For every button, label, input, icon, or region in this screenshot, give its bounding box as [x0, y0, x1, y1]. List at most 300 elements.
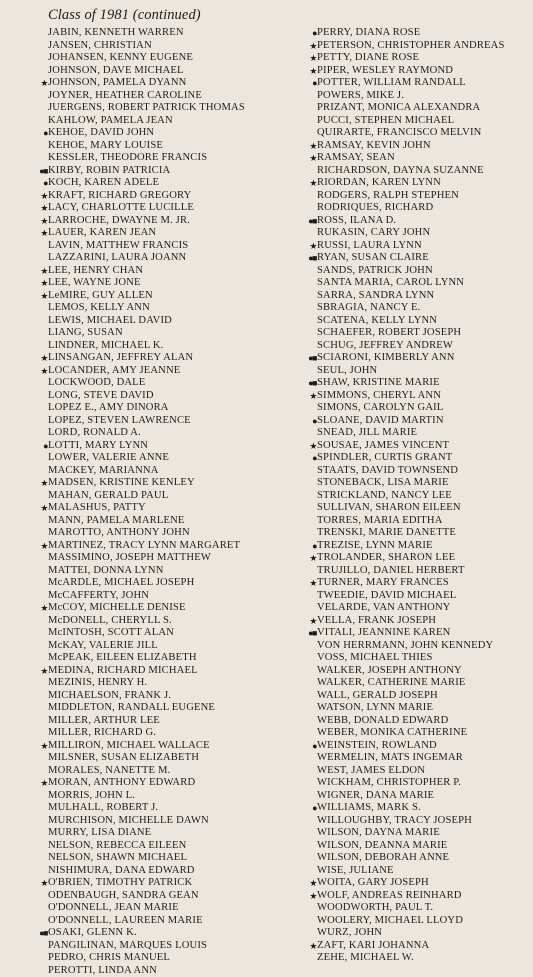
- student-entry: [300, 690, 533, 703]
- student-entry: [300, 27, 533, 40]
- student-name: WEBER, MONIKA CATHERINE: [317, 727, 467, 740]
- student-name: JUERGENS, ROBERT PATRICK THOMAS: [48, 102, 245, 115]
- student-name: JOYNER, HEATHER CAROLINE: [48, 90, 202, 103]
- student-name: PUCCI, STEPHEN MICHAEL: [317, 115, 454, 128]
- student-name: MATTEI, DONNA LYNN: [48, 565, 164, 578]
- honor-mark-icon: ●■: [300, 252, 317, 265]
- student-name: LACY, CHARLOTTE LUCILLE: [48, 202, 194, 215]
- student-name: WILSON, DEANNA MARIE: [317, 840, 447, 853]
- honor-mark-icon: ★: [25, 540, 48, 553]
- student-entry: [300, 802, 533, 815]
- student-name: SEUL, JOHN: [317, 365, 377, 378]
- student-entry: [300, 465, 533, 478]
- student-name: MULHALL, ROBERT J.: [48, 802, 158, 815]
- student-entry: [25, 602, 295, 615]
- student-name: SHAW, KRISTINE MARIE: [317, 377, 440, 390]
- student-entry: [25, 627, 295, 640]
- student-entry: [25, 615, 295, 628]
- student-name: KEHOE, DAVID JOHN: [48, 127, 154, 140]
- student-name: NISHIMURA, DANA EDWARD: [48, 865, 195, 878]
- student-name: MAROTTO, ANTHONY JOHN: [48, 527, 190, 540]
- student-name: LOWER, VALERIE ANNE: [48, 452, 169, 465]
- student-entry: [300, 790, 533, 803]
- student-name: WEBB, DONALD EDWARD: [317, 715, 448, 728]
- student-entry: [300, 190, 533, 203]
- student-name: LOCKWOOD, DALE: [48, 377, 145, 390]
- student-entry: [300, 502, 533, 515]
- student-name: TURNER, MARY FRANCES: [317, 577, 449, 590]
- page-title: Class of 1981 (continued): [48, 7, 201, 24]
- student-name: WILSON, DEBORAH ANNE: [317, 852, 449, 865]
- honor-mark-icon: ★: [300, 40, 317, 53]
- student-name: SIMONS, CAROLYN GAIL: [317, 402, 443, 415]
- student-name: SARRA, SANDRA LYNN: [317, 290, 434, 303]
- student-entry: [25, 565, 295, 578]
- student-name: LOCANDER, AMY JEANNE: [48, 365, 180, 378]
- student-name: MILLER, ARTHUR LEE: [48, 715, 160, 728]
- honor-mark-icon: ●: [300, 740, 317, 753]
- student-name: McPEAK, EILEEN ELIZABETH: [48, 652, 197, 665]
- student-name: SANTA MARIA, CAROL LYNN: [317, 277, 464, 290]
- student-name: McKAY, VALERIE JILL: [48, 640, 158, 653]
- student-entry: [25, 252, 295, 265]
- student-name: MORAN, ANTHONY EDWARD: [48, 777, 195, 790]
- student-entry: [300, 177, 533, 190]
- student-name: SNEAD, JILL MARIE: [317, 427, 417, 440]
- student-name: LEE, WAYNE JONE: [48, 277, 141, 290]
- student-entry: [300, 552, 533, 565]
- student-entry: [25, 127, 295, 140]
- student-entry: [25, 827, 295, 840]
- student-entry: [300, 265, 533, 278]
- student-name: MILLER, RICHARD G.: [48, 727, 156, 740]
- honor-mark-icon: ★: [300, 877, 317, 890]
- student-entry: [300, 290, 533, 303]
- student-name: ROSS, ILANA D.: [317, 215, 396, 228]
- student-entry: [25, 940, 295, 953]
- student-name: MURCHISON, MICHELLE DAWN: [48, 815, 209, 828]
- student-name: JABIN, KENNETH WARREN: [48, 27, 184, 40]
- honor-mark-icon: ●■: [300, 377, 317, 390]
- student-entry: [25, 815, 295, 828]
- student-entry: [300, 102, 533, 115]
- student-name: O'DONNELL, JEAN MARIE: [48, 902, 179, 915]
- student-name: MORALES, NANETTE M.: [48, 765, 170, 778]
- student-entry: [300, 752, 533, 765]
- student-entry: [300, 115, 533, 128]
- student-entry: [300, 952, 533, 965]
- student-entry: [25, 915, 295, 928]
- student-name: LeMIRE, GUY ALLEN: [48, 290, 153, 303]
- student-entry: [25, 202, 295, 215]
- student-entry: [25, 452, 295, 465]
- student-name: TREZISE, LYNN MARIE: [317, 540, 433, 553]
- student-name: WATSON, LYNN MARIE: [317, 702, 433, 715]
- student-entry: [25, 640, 295, 653]
- student-name: WILSON, DAYNA MARIE: [317, 827, 440, 840]
- student-entry: [25, 952, 295, 965]
- student-name: WILLOUGHBY, TRACY JOSEPH: [317, 815, 472, 828]
- student-name: KEHOE, MARY LOUISE: [48, 140, 163, 153]
- student-entry: [25, 865, 295, 878]
- student-entry: [300, 352, 533, 365]
- student-entry: [25, 140, 295, 153]
- student-name: LEE, HENRY CHAN: [48, 265, 143, 278]
- student-entry: [25, 677, 295, 690]
- student-entry: [25, 552, 295, 565]
- student-name: LINSANGAN, JEFFREY ALAN: [48, 352, 193, 365]
- student-entry: [25, 652, 295, 665]
- student-name: SULLIVAN, SHARON EILEEN: [317, 502, 461, 515]
- student-entry: [300, 365, 533, 378]
- name-column-left: [25, 27, 295, 977]
- student-name: LAVIN, MATTHEW FRANCIS: [48, 240, 188, 253]
- student-name: PRIZANT, MONICA ALEXANDRA: [317, 102, 480, 115]
- honor-mark-icon: ★: [25, 77, 48, 90]
- student-name: MANN, PAMELA MARLENE: [48, 515, 185, 528]
- student-entry: [25, 477, 295, 490]
- honor-mark-icon: ★: [25, 877, 48, 890]
- honor-mark-icon: ★: [300, 615, 317, 628]
- student-name: PERRY, DIANA ROSE: [317, 27, 420, 40]
- student-name: MAHAN, GERALD PAUL: [48, 490, 168, 503]
- student-name: STRICKLAND, NANCY LEE: [317, 490, 452, 503]
- student-name: WIGNER, DANA MARIE: [317, 790, 434, 803]
- student-entry: [25, 490, 295, 503]
- student-entry: [25, 165, 295, 178]
- student-entry: [25, 690, 295, 703]
- student-entry: [25, 227, 295, 240]
- student-name: ZEHE, MICHAEL W.: [317, 952, 414, 965]
- honor-mark-icon: ★: [25, 227, 48, 240]
- student-entry: [300, 40, 533, 53]
- student-entry: [25, 365, 295, 378]
- student-name: LAZZARINI, LAURA JOANN: [48, 252, 186, 265]
- student-entry: [25, 327, 295, 340]
- honor-mark-icon: ●■: [300, 215, 317, 228]
- student-name: JOHNSON, PAMELA DYANN: [48, 77, 186, 90]
- student-entry: [300, 277, 533, 290]
- student-entry: [25, 752, 295, 765]
- student-name: McINTOSH, SCOTT ALAN: [48, 627, 174, 640]
- student-entry: [25, 52, 295, 65]
- name-column-right: [300, 27, 533, 965]
- student-name: WOITA, GARY JOSEPH: [317, 877, 429, 890]
- honor-mark-icon: ★: [300, 65, 317, 78]
- student-entry: [300, 252, 533, 265]
- honor-mark-icon: ★: [300, 240, 317, 253]
- student-entry: [25, 177, 295, 190]
- student-name: VON HERRMANN, JOHN KENNEDY: [317, 640, 493, 653]
- student-entry: [300, 915, 533, 928]
- student-name: STONEBACK, LISA MARIE: [317, 477, 449, 490]
- student-name: JANSEN, CHRISTIAN: [48, 40, 152, 53]
- student-entry: [300, 477, 533, 490]
- student-name: NELSON, SHAWN MICHAEL: [48, 852, 187, 865]
- student-entry: [300, 727, 533, 740]
- student-name: RUSSI, LAURA LYNN: [317, 240, 422, 253]
- student-name: LARROCHE, DWAYNE M. JR.: [48, 215, 190, 228]
- honor-mark-icon: ★: [25, 665, 48, 678]
- honor-mark-icon: ★: [300, 152, 317, 165]
- student-name: KAHLOW, PAMELA JEAN: [48, 115, 173, 128]
- student-entry: [300, 140, 533, 153]
- student-name: JOHANSEN, KENNY EUGENE: [48, 52, 193, 65]
- honor-mark-icon: ●: [25, 177, 48, 190]
- student-entry: [25, 465, 295, 478]
- student-name: TORRES, MARIA EDITHA: [317, 515, 443, 528]
- student-name: LINDNER, MICHAEL K.: [48, 340, 163, 353]
- student-entry: [300, 527, 533, 540]
- honor-mark-icon: ●: [300, 452, 317, 465]
- honor-mark-icon: ●: [300, 27, 317, 40]
- student-entry: [25, 665, 295, 678]
- student-entry: [300, 240, 533, 253]
- student-name: SOUSAE, JAMES VINCENT: [317, 440, 449, 453]
- student-name: McDONELL, CHERYLL S.: [48, 615, 172, 628]
- student-name: OSAKI, GLENN K.: [48, 927, 137, 940]
- honor-mark-icon: ★: [25, 740, 48, 753]
- student-entry: [25, 290, 295, 303]
- honor-mark-icon: ★: [25, 190, 48, 203]
- student-name: WALL, GERALD JOSEPH: [317, 690, 438, 703]
- student-entry: [300, 202, 533, 215]
- student-name: SBRAGIA, NANCY E.: [317, 302, 420, 315]
- student-entry: [25, 190, 295, 203]
- honor-mark-icon: ●: [25, 127, 48, 140]
- student-entry: [25, 852, 295, 865]
- student-name: SIMMONS, CHERYL ANN: [317, 390, 441, 403]
- student-name: KRAFT, RICHARD GREGORY: [48, 190, 192, 203]
- student-entry: [300, 577, 533, 590]
- student-name: WALKER, CATHERINE MARIE: [317, 677, 466, 690]
- student-entry: [300, 440, 533, 453]
- honor-mark-icon: ★: [300, 552, 317, 565]
- student-entry: [300, 390, 533, 403]
- student-name: McCAFFERTY, JOHN: [48, 590, 149, 603]
- student-name: SCHAEFER, ROBERT JOSEPH: [317, 327, 461, 340]
- student-name: KIRBY, ROBIN PATRICIA: [48, 165, 170, 178]
- student-entry: [300, 165, 533, 178]
- student-entry: [25, 427, 295, 440]
- student-entry: [300, 227, 533, 240]
- student-name: MARTINEZ, TRACY LYNN MARGARET: [48, 540, 240, 553]
- student-entry: [300, 52, 533, 65]
- student-entry: [300, 452, 533, 465]
- student-entry: [300, 640, 533, 653]
- student-entry: [300, 377, 533, 390]
- student-name: LONG, STEVE DAVID: [48, 390, 154, 403]
- student-entry: [25, 715, 295, 728]
- student-name: WICKHAM, CHRISTOPHER P.: [317, 777, 461, 790]
- student-entry: [25, 302, 295, 315]
- student-name: PETERSON, CHRISTOPHER ANDREAS: [317, 40, 505, 53]
- student-entry: [300, 515, 533, 528]
- student-name: LOPEZ E., AMY DINORA: [48, 402, 169, 415]
- student-name: MICHAELSON, FRANK J.: [48, 690, 171, 703]
- student-name: ODENBAUGH, SANDRA GEAN: [48, 890, 199, 903]
- student-entry: [300, 540, 533, 553]
- honor-mark-icon: ●: [300, 802, 317, 815]
- student-entry: [25, 902, 295, 915]
- student-name: POWERS, MIKE J.: [317, 90, 404, 103]
- student-entry: [25, 240, 295, 253]
- honor-mark-icon: ★: [25, 502, 48, 515]
- honor-mark-icon: ★: [25, 265, 48, 278]
- student-name: PANGILINAN, MARQUES LOUIS: [48, 940, 207, 953]
- honor-mark-icon: ●: [300, 77, 317, 90]
- student-name: WOODWORTH, PAUL T.: [317, 902, 433, 915]
- honor-mark-icon: ★: [25, 290, 48, 303]
- honor-mark-icon: ★: [25, 202, 48, 215]
- student-entry: [25, 215, 295, 228]
- student-entry: [25, 27, 295, 40]
- student-entry: [25, 377, 295, 390]
- student-name: KESSLER, THEODORE FRANCIS: [48, 152, 207, 165]
- student-name: PEDRO, CHRIS MANUEL: [48, 952, 170, 965]
- student-name: PIPER, WESLEY RAYMOND: [317, 65, 453, 78]
- student-entry: [300, 940, 533, 953]
- student-entry: [300, 215, 533, 228]
- student-name: SCATENA, KELLY LYNN: [317, 315, 437, 328]
- student-entry: [25, 152, 295, 165]
- student-name: RIORDAN, KAREN LYNN: [317, 177, 441, 190]
- honor-mark-icon: ★: [25, 477, 48, 490]
- honor-mark-icon: ★: [25, 365, 48, 378]
- honor-mark-icon: ★: [25, 277, 48, 290]
- student-name: RICHARDSON, DAYNA SUZANNE: [317, 165, 484, 178]
- student-name: McARDLE, MICHAEL JOSEPH: [48, 577, 194, 590]
- student-name: MILLIRON, MICHAEL WALLACE: [48, 740, 210, 753]
- student-entry: [300, 490, 533, 503]
- student-name: MACKEY, MARIANNA: [48, 465, 159, 478]
- student-entry: [300, 315, 533, 328]
- student-name: TRUJILLO, DANIEL HERBERT: [317, 565, 465, 578]
- honor-mark-icon: ★: [25, 215, 48, 228]
- student-entry: [25, 802, 295, 815]
- student-entry: [25, 402, 295, 415]
- student-name: MEDINA, RICHARD MICHAEL: [48, 665, 198, 678]
- student-entry: [300, 565, 533, 578]
- student-name: RODRIQUES, RICHARD: [317, 202, 433, 215]
- student-name: VOSS, MICHAEL THIES: [317, 652, 433, 665]
- student-entry: [300, 740, 533, 753]
- student-entry: [300, 427, 533, 440]
- honor-mark-icon: ★: [300, 52, 317, 65]
- student-entry: [25, 265, 295, 278]
- student-entry: [300, 890, 533, 903]
- honor-mark-icon: ●■: [25, 927, 48, 940]
- student-entry: [300, 652, 533, 665]
- student-entry: [300, 715, 533, 728]
- student-name: WEINSTEIN, ROWLAND: [317, 740, 437, 753]
- student-name: WILLIAMS, MARK S.: [317, 802, 421, 815]
- student-entry: [300, 902, 533, 915]
- student-name: SPINDLER, CURTIS GRANT: [317, 452, 452, 465]
- student-name: RAMSAY, KEVIN JOHN: [317, 140, 431, 153]
- student-entry: [25, 790, 295, 803]
- student-name: QUIRARTE, FRANCISCO MELVIN: [317, 127, 481, 140]
- student-name: RYAN, SUSAN CLAIRE: [317, 252, 429, 265]
- student-entry: [300, 877, 533, 890]
- student-entry: [300, 852, 533, 865]
- honor-mark-icon: ★: [300, 577, 317, 590]
- student-name: LAUER, KAREN JEAN: [48, 227, 156, 240]
- student-entry: [300, 765, 533, 778]
- student-name: ZAFT, KARI JOHANNA: [317, 940, 429, 953]
- honor-mark-icon: ●■: [25, 165, 48, 178]
- student-name: MEZINIS, HENRY H.: [48, 677, 147, 690]
- student-entry: [25, 352, 295, 365]
- honor-mark-icon: ●: [300, 415, 317, 428]
- student-name: SANDS, PATRICK JOHN: [317, 265, 433, 278]
- student-entry: [300, 627, 533, 640]
- student-entry: [25, 115, 295, 128]
- student-entry: [25, 877, 295, 890]
- honor-mark-icon: ★: [300, 177, 317, 190]
- student-entry: [25, 840, 295, 853]
- student-entry: [25, 890, 295, 903]
- student-entry: [300, 865, 533, 878]
- student-entry: [25, 390, 295, 403]
- student-entry: [25, 515, 295, 528]
- student-entry: [300, 590, 533, 603]
- student-entry: [300, 127, 533, 140]
- student-name: MURRY, LISA DIANE: [48, 827, 151, 840]
- student-name: TWEEDIE, DAVID MICHAEL: [317, 590, 456, 603]
- student-entry: [25, 777, 295, 790]
- student-name: WURZ, JOHN: [317, 927, 382, 940]
- student-name: SLOANE, DAVID MARTIN: [317, 415, 444, 428]
- student-entry: [300, 602, 533, 615]
- student-name: MALASHUS, PATTY: [48, 502, 146, 515]
- student-entry: [300, 77, 533, 90]
- student-name: TROLANDER, SHARON LEE: [317, 552, 455, 565]
- student-name: LEMOS, KELLY ANN: [48, 302, 150, 315]
- honor-mark-icon: ●: [25, 440, 48, 453]
- student-entry: [25, 590, 295, 603]
- student-name: KOCH, KAREN ADELE: [48, 177, 159, 190]
- student-entry: [300, 152, 533, 165]
- student-entry: [25, 727, 295, 740]
- student-entry: [300, 677, 533, 690]
- honor-mark-icon: ★: [300, 890, 317, 903]
- student-entry: [25, 765, 295, 778]
- student-entry: [300, 615, 533, 628]
- student-name: PEROTTI, LINDA ANN: [48, 965, 157, 977]
- student-entry: [300, 665, 533, 678]
- student-name: VELLA, FRANK JOSEPH: [317, 615, 436, 628]
- student-name: TRENSKI, MARIE DANETTE: [317, 527, 456, 540]
- student-entry: [25, 540, 295, 553]
- student-name: MIDDLETON, RANDALL EUGENE: [48, 702, 215, 715]
- student-entry: [25, 502, 295, 515]
- honor-mark-icon: ★: [300, 390, 317, 403]
- student-name: VITALI, JEANNINE KAREN: [317, 627, 450, 640]
- honor-mark-icon: ★: [300, 140, 317, 153]
- student-name: WOOLERY, MICHAEL LLOYD: [317, 915, 463, 928]
- student-entry: [300, 827, 533, 840]
- student-entry: [25, 65, 295, 78]
- student-entry: [25, 77, 295, 90]
- student-name: PETTY, DIANE ROSE: [317, 52, 419, 65]
- student-name: WISE, JULIANE: [317, 865, 394, 878]
- honor-mark-icon: ★: [300, 440, 317, 453]
- student-entry: [25, 702, 295, 715]
- honor-mark-icon: ★: [25, 352, 48, 365]
- student-name: WEST, JAMES ELDON: [317, 765, 425, 778]
- student-name: VELARDE, VAN ANTHONY: [317, 602, 451, 615]
